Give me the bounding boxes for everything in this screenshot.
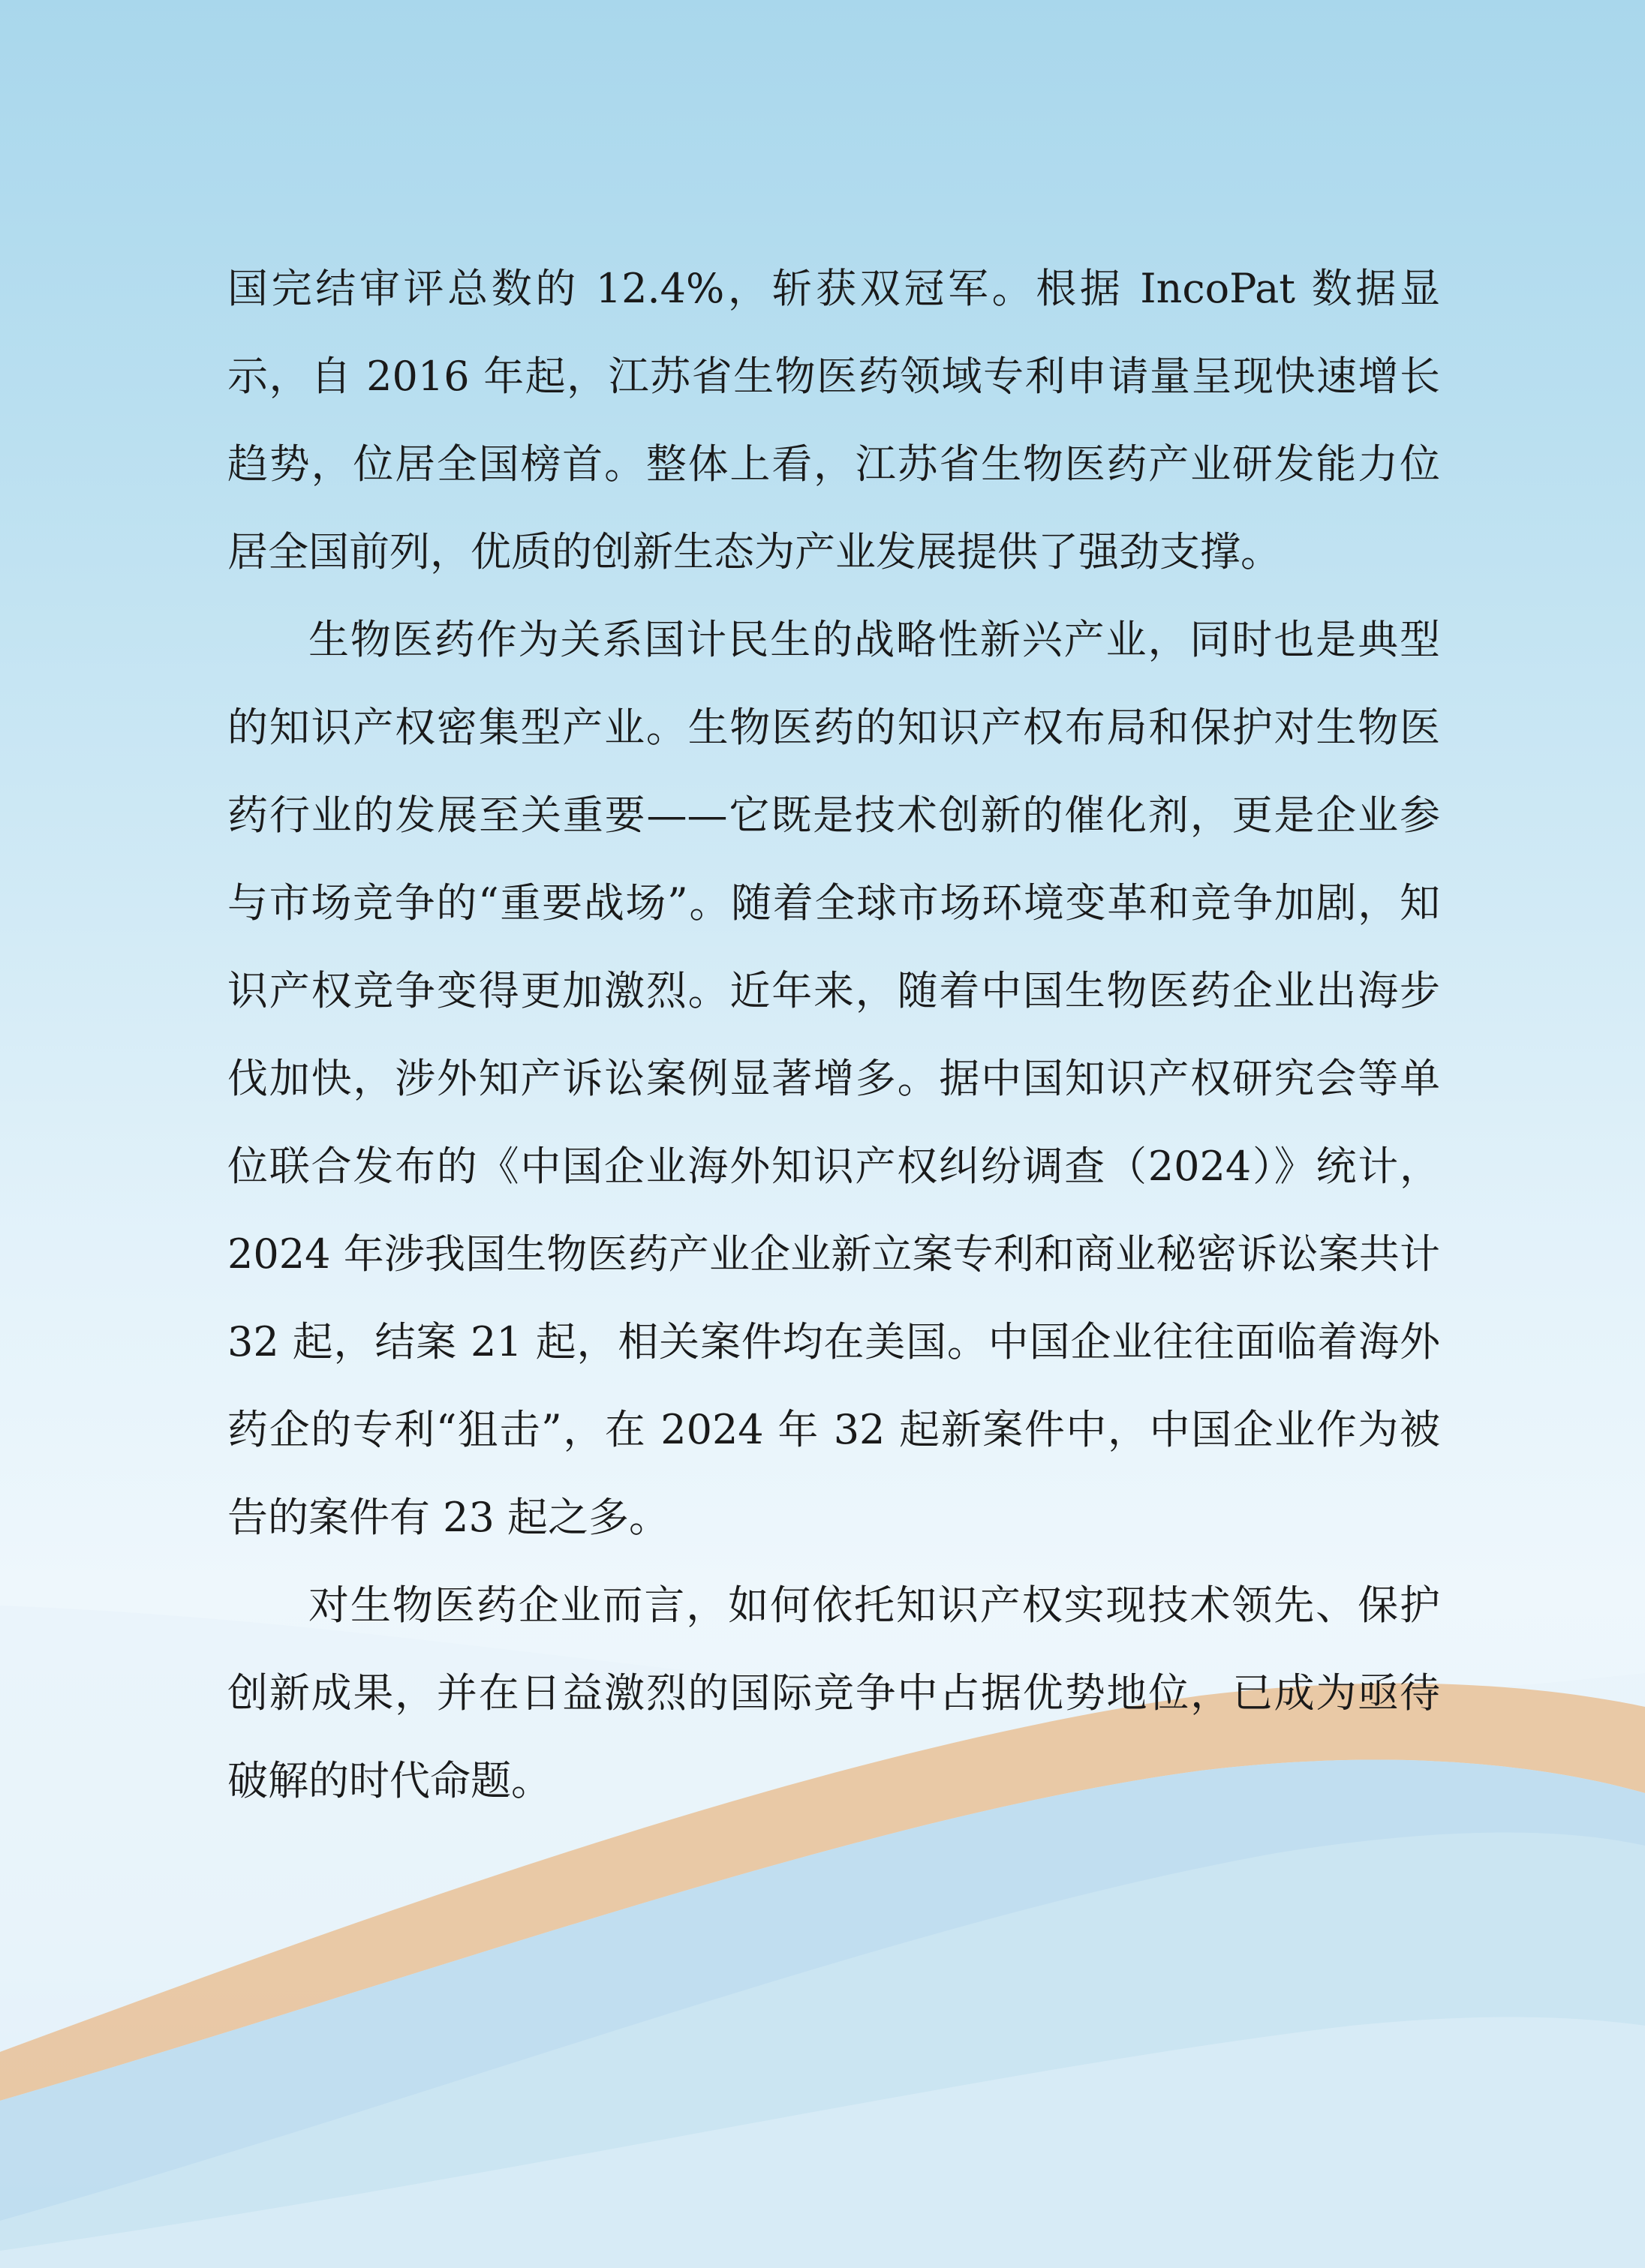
body-text bbox=[227, 245, 1440, 1825]
paragraph-2: 生物医药作为关系国计民生的战略性新兴产业，同时也是典型的知识产权密集型产业。生物医药的知识产权布局和保护对生物医药行业的发展至关重要——它既是技术创新的催化剂，更是企业参与市场竞争的“重要战场”。随着全球市场环境变革和竞争加剧，知识产权竞争变得更加激烈。近年来，随着中国生物医药企业出海步伐加快，涉外知产诉讼案例显著增多。据中国知识产权研究会等单位联合发布的《中国企业海外知识产权纠纷调查（2024）》统计，2024 年涉我国生物医药产业企业新立案专利和商业秘密诉讼案共计 32 起，结案 21 起，相关案件均在美国。中国企业往往面临着海外药企的专利“狙击”，在 2024 年 32 起新案件中，中国企业作为被告的案件有 23 起之多。 bbox=[227, 616, 1440, 1541]
paragraph-3: 对生物医药企业而言，如何依托知识产权实现技术领先、保护创新成果，并在日益激烈的国际竞争中占据优势地位，已成为亟待破解的时代命题。 bbox=[227, 1582, 1440, 1804]
paragraph-1: 国完结审评总数的 12.4%，斩获双冠军。根据 IncoPat 数据显示，自 2016 年起，江苏省生物医药领域专利申请量呈现快速增长趋势，位居全国榜首。整体上看，江苏省生物医药产业研发能力位居全国前列，优质的创新生态为产业发展提供了强劲支撑。 bbox=[227, 265, 1440, 575]
